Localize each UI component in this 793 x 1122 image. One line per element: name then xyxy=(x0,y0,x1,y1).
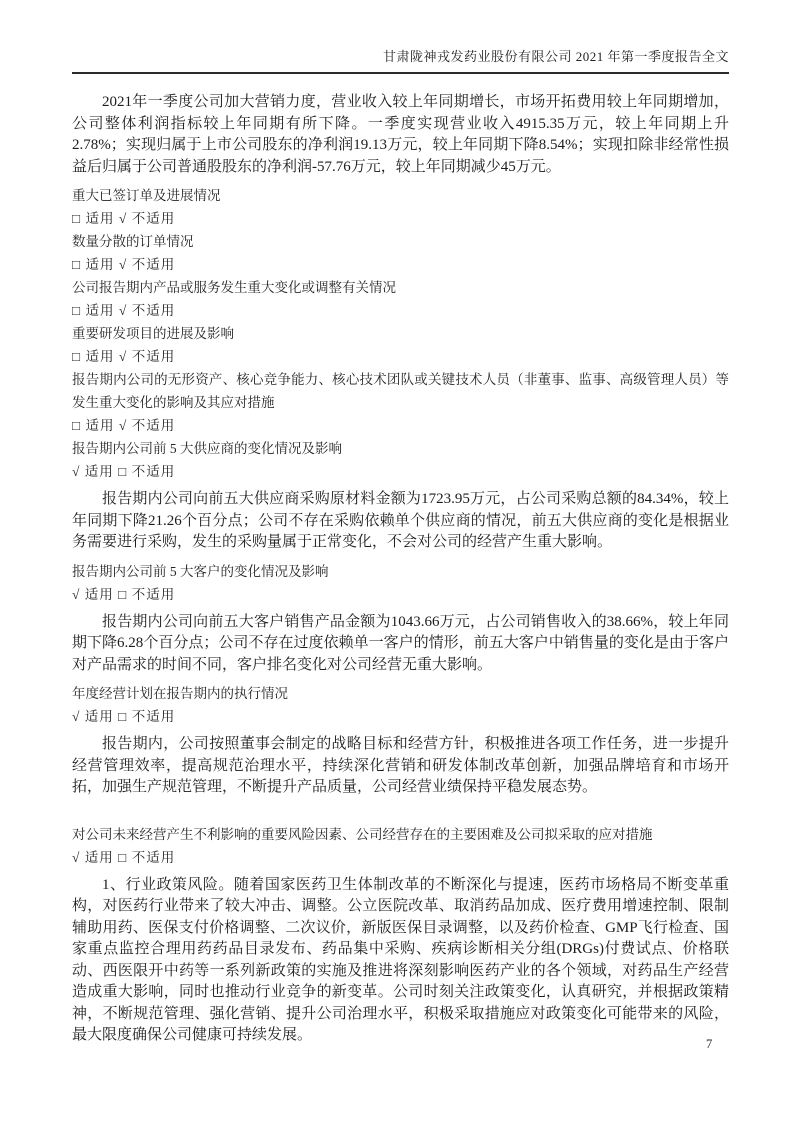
risk-paragraph: 1、行业政策风险。随着国家医药卫生体制改革的不断深化与提速，医药市场格局不断变革重构，对医药行业带来了较大冲击、调整。公立医院改革、取消药品加成、医疗费用增速控制、限制辅助用药、医保支付价格调整、二次议价，新版医保目录调整，以及药价检查、GMP飞行检查、国家重点监控合理用药药品目录发布、药品集中采购、疾病诊断相关分组(DRGs)付费试点、价格联动、西医限开中药等一系列新政策的实施及推进将深刻影响医药产业的各个领域，对药品生产经营造成重大影响，同时也推动行业竞争的新变革。公司时刻关注政策变化，认真研究，并根据政策精神，不断规范管理、强化营销、提升公司治理水平，积极采取措施应对政策变化可能带来的风险，最大限度确保公司健康可持续发展。 xyxy=(72,876,729,1043)
section-heading-risk-factors: 对公司未来经营产生不利影响的重要风险因素、公司经营存在的主要困难及公司拟采取的应对措施 xyxy=(72,826,653,842)
applicability-checkline: √ 适用 □ 不适用 xyxy=(72,586,176,602)
section-heading-top5-customers: 报告期内公司前 5 大客户的变化情况及影响 xyxy=(72,563,329,579)
customers-paragraph: 报告期内公司向前五大客户销售产品金额为1043.66万元，占公司销售收入的38.66%，较上年同期下降6.28个百分点；公司不存在过度依赖单一客户的情形，前五大客户中销售量的变化是由于客户对产品需求的时间不同，客户排名变化对公司经营无重大影响。 xyxy=(72,613,729,673)
applicability-checkline: √ 适用 □ 不适用 xyxy=(72,709,176,724)
applicability-checkline: √ 适用 □ 不适用 xyxy=(72,849,176,865)
summary-paragraph: 2021年一季度公司加大营销力度，营业收入较上年同期增长，市场开拓费用较上年同期增加，公司整体利润指标较上年同期有所下降。一季度实现营业收入4915.35万元，较上年同期上升2.78%；实现归属于上市公司股东的净利润19.13万元，较上年同期下降8.54%；实现扣除非经常性损益后归属于公司普通股股东的净利润-57.76万元，较上年同期减少45万元。 xyxy=(72,94,729,175)
applicability-checkline: √ 适用 □ 不适用 xyxy=(72,464,176,479)
suppliers-paragraph: 报告期内公司向前五大供应商采购原材料金额为1723.95万元，占公司采购总额的84.34%，较上年同期下降21.26个百分点；公司不存在采购依赖单个供应商的情况，前五大供应商的变化是根据业务需要进行采购，发生的采购量属于正常变化，不会对公司的经营产生重大影响。 xyxy=(72,491,729,550)
section-heading-intangible-assets: 报告期内公司的无形资产、核心竞争能力、核心技术团队或关键技术人员（非董事、监事、高级管理人员）等发生重大变化的影响及其应对措施 xyxy=(72,372,729,410)
section-heading-dispersed-orders: 数量分散的订单情况 xyxy=(72,234,194,249)
section-heading-rd-projects: 重要研发项目的进展及影响 xyxy=(72,326,234,341)
applicability-checkline: □ 适用 √ 不适用 xyxy=(72,418,176,433)
section-heading-top5-suppliers: 报告期内公司前 5 大供应商的变化情况及影响 xyxy=(72,441,342,456)
applicability-checkline: □ 适用 √ 不适用 xyxy=(72,211,176,226)
report-header-title: 甘肃陇神戎发药业股份有限公司 2021 年第一季度报告全文 xyxy=(382,49,729,64)
annual-plan-paragraph: 报告期内，公司按照董事会制定的战略目标和经营方针，积极推进各项工作任务，进一步提升经营管理效率，提高规范治理水平，持续深化营销和研发体制改革创新，加强品牌培育和市场开拓，加强生产规范管理，不断提升产品质量，公司经营业绩保持平稳发展态势。 xyxy=(72,736,729,795)
section-heading-product-changes: 公司报告期内产品或服务发生重大变化或调整有关情况 xyxy=(72,280,396,295)
section-heading-annual-plan: 年度经营计划在报告期内的执行情况 xyxy=(72,686,288,701)
report-body xyxy=(72,92,729,1047)
applicability-checkline: □ 适用 √ 不适用 xyxy=(72,349,176,364)
report-header xyxy=(72,0,729,74)
page-number: 7 xyxy=(706,1037,713,1051)
applicability-checkline: □ 适用 √ 不适用 xyxy=(72,257,176,272)
section-heading-major-signed-orders: 重大已签订单及进展情况 xyxy=(72,188,221,203)
applicability-checkline: □ 适用 √ 不适用 xyxy=(72,303,176,318)
